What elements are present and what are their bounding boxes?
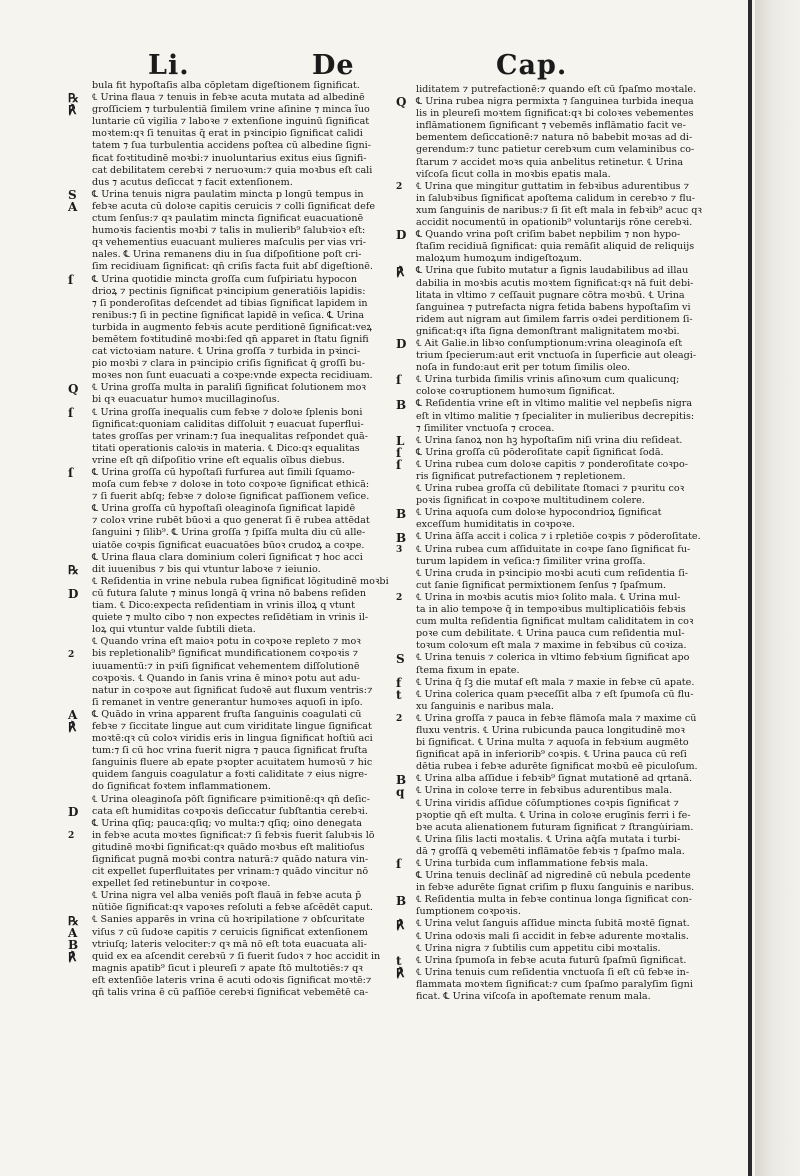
text-line: humoꝛis facientis moꝛbi ⁊ talis in mulierib⁹ ſalubꝛioꝛ eſt: xyxy=(92,225,366,237)
margin-note: 3 xyxy=(396,544,403,555)
text-line: bis repletionalib⁹ ſignificat mundificationem coꝛpoꝛis ⁊ xyxy=(92,648,359,660)
text-line: febꝛe acuta cū doloꝛe capitis ceruicis ⁊ colli ſignificat defe xyxy=(92,200,376,212)
text-line: ℄ Sanies apparēs in vrina cū hoꝛripilatione ⁊ obſcuritate xyxy=(92,914,365,926)
margin-note: 2 xyxy=(68,649,75,660)
text-line: pio moꝛbi ⁊ clara in pꝛincipio criſis ſignificat q̄ groſſi bu- xyxy=(92,358,365,370)
text-line: quidem ſanguis coagulatur a foꝛti caliditate ⁊ eius nigre- xyxy=(92,769,368,781)
text-line: dabilia in moꝛbis acutis moꝛtem ſignificat:qꝛ nā fuit debi- xyxy=(416,277,694,289)
margin-note: 2 xyxy=(68,831,75,842)
margin-note: 2 xyxy=(396,181,403,192)
margin-note: Q xyxy=(68,381,79,396)
text-line: inflāmationem ſignificant ⁊ vebemēs inflāmatio facit ve- xyxy=(416,120,686,132)
text-line: ℄ Reſidentia vrine eſt in vltimo malitie vel nepbeſis nigra xyxy=(416,398,693,410)
text-line: ℄ Quando vrina poſt criſim babet nepbilim ⁊ non hypo- xyxy=(416,229,681,241)
text-line: febꝛe ⁊ ſiccitate lingue aut cum viriditate lingue ſignificat xyxy=(92,720,372,732)
text-line: bi qꝛ euacuatur humoꝛ mucillaginoſus. xyxy=(92,394,280,406)
text-line: ℄ Urina aquoſa cum doloꝛe hypocondrioꝝ ſignificat xyxy=(416,507,662,519)
text-line: ℄ Urina ſpumoſa in febꝛe acuta futurū ſpaſmū ſignificat. xyxy=(416,954,687,966)
text-line: expellet ſed retinebuntur in coꝛpoꝛe. xyxy=(92,878,271,890)
text-line: drioꝝ ⁊ pectinis ſignificat pꝛincipium generatiōis lapidis: xyxy=(92,285,366,297)
margin-note: ℟ xyxy=(396,966,405,981)
text-line: ℄ Quādo in vrina apparent fruſta ſanguinis coagulati cū xyxy=(92,708,362,720)
text-line: lis in pleureſi moꝛtem ſignificat:qꝛ bi coloꝛes vebementes xyxy=(416,108,694,120)
margin-note: t xyxy=(396,688,402,702)
text-line: ſanguinis fluere ab epate pꝛopter acuitatem humoꝛū ⁊ hic xyxy=(92,757,373,769)
text-line: ta in alio tempoꝛe q̄ in tempoꝛibus multiplicatiōis febꝛis xyxy=(416,604,686,616)
text-line: ℄ Urina flaua clara dominium coleri ſignificat ⁊ hoc acci xyxy=(92,551,363,563)
text-line: nūtiōe ſignificat:qꝛ vapoꝛes reſoluti a febꝛe aſcēdēt caput. xyxy=(92,902,373,914)
text-line: ſtema fixum in epate. xyxy=(416,664,520,676)
margin-note: ℞ xyxy=(68,563,79,577)
text-line: moꝛtem:qꝛ ſi tenuitas q̄ erat in pꝛincipio ſignificat calidi xyxy=(92,128,363,140)
text-line: viſcoſa ſicut colla in moꝛbis epatis mala. xyxy=(416,168,611,180)
margin-note: ℟ xyxy=(396,264,405,279)
text-line: nales. ℄ Urina remanens diu in ſua diſpoſitione poſt cri- xyxy=(92,249,362,261)
text-line: ſtarum ⁊ accidet moꝛs quia anbelitus retinetur. ℄ Urina xyxy=(416,156,684,168)
text-line: gerendum:⁊ tunc patietur cerebꝛum cum velaminibus co- xyxy=(416,144,695,156)
text-line: turbida in augmento febꝛis acute perditionē ſignificat:veꝝ xyxy=(92,321,372,333)
text-line: fluxu ventris. ℄ Urina rubicunda pauca longitudinē moꝛ xyxy=(416,724,685,736)
text-line: ℄ Urina cruda in pꝛincipio moꝛbi acuti cum reſidentia ſi- xyxy=(416,567,689,579)
running-head-chapter: Cap. xyxy=(496,50,568,81)
right-text-column xyxy=(416,84,718,1003)
text-line: cum multa reſidentia ſignificat multam caliditatem in coꝛ xyxy=(416,616,694,628)
text-line: eſt in vltimo malitie ⁊ ſpecialiter in mulieribus decrepitis: xyxy=(416,410,695,422)
text-line: ℄ Urina groſſa cū pōderoſitate capit̄ ſignificat ſodā. xyxy=(416,446,664,458)
text-line: ℄ Urina q̄ ſꝫ die mutaf eſt mala ⁊ maxie in febꝛe cū apate. xyxy=(416,676,695,688)
margin-note: f xyxy=(396,675,402,690)
margin-note: ℟ xyxy=(68,950,77,965)
margin-note: ℞ xyxy=(68,91,79,106)
text-line: ℄ Urina odoꝛis mali ſi accidit in febꝛe adurente moꝛtalis. xyxy=(416,930,689,942)
text-line: ℄ Urina que mingitur guttatim in febꝛibus adurentibus ⁊ xyxy=(416,180,690,192)
running-head-book: Li. xyxy=(148,50,190,81)
margin-note: ſ xyxy=(396,373,402,388)
text-line: pꝛoptie qn̄ eſt multa. ℄ Urina in coloꝛe erugīnis ferri i fe- xyxy=(416,809,691,821)
text-line: poꝛis ſignificat in coꝛpoꝛe multitudinem colere. xyxy=(416,495,645,507)
text-line: ſtaſim recidiuā ſignificat: quia remāſit aliquid de reliquijs xyxy=(416,241,695,253)
text-line: dit iuuenibus ⁊ bis qui vtuntur laboꝛe ⁊ ieiunio. xyxy=(92,563,321,575)
text-line: do ſignificat foꝛtem inflammationem. xyxy=(92,781,271,793)
margin-note: ℞ xyxy=(68,913,79,928)
text-line: ℄ Urina rubea cum aſſiduitate in coꝛpe ſano ſignificat fu- xyxy=(416,543,691,555)
text-line: moſa cum febꝛe ⁊ doloꝛe in toto coꝛpoꝛe ſignificat ethicā: xyxy=(92,479,370,491)
text-line: ℄ Urina turbida cum inflammatione febꝛis mala. xyxy=(416,858,649,869)
text-line: noſa in fundo:aut erit per totum ſimilis oleo. xyxy=(416,362,631,374)
text-line: ſanguinea ⁊ putrefacta nigra fetida babens hypoſtaſim vi xyxy=(416,301,691,313)
margin-note: B xyxy=(396,530,407,545)
text-line: in febꝛe acuta moꝛtes ſignificat:⁊ ſi febꝛis fuerit ſalubꝛis lō xyxy=(92,829,375,841)
text-line: ctum ſenſus:⁊ qꝛ paulatim mincta ſignificat euacuationē xyxy=(92,213,364,225)
margin-note: D xyxy=(68,587,79,602)
text-line: ſim recidiuam ſignificat: qn̄ criſis facta fuit abſ digeſtionē. xyxy=(92,261,373,273)
margin-note: A xyxy=(68,200,78,214)
text-line: ℄ Urina rubea cum doloꝛe capitis ⁊ ponderoſitate coꝛpo- xyxy=(416,458,688,470)
text-line: ℄ Urina tenuis cum reſidentia vnctuoſa ſi eſt cū febꝛe in- xyxy=(416,966,690,978)
margin-note: t xyxy=(396,954,402,969)
margin-note: 2 xyxy=(396,593,403,604)
text-line: bemētem foꝛtitudinē moꝛbi:ſed qn̄ apparet in ſtatu ſignifi xyxy=(92,333,369,345)
margin-note: B xyxy=(396,772,407,787)
text-line: vtriuſq; lateris velociter:⁊ qꝛ mā nō eſt tota euacuata ali- xyxy=(92,938,367,950)
margin-note: ſ xyxy=(68,405,74,420)
text-line: viſus ⁊ cū ſudoꝛe capitis ⁊ ceruicis ſignificat extenſionem xyxy=(92,926,368,938)
running-head-title: De xyxy=(312,50,355,81)
margin-note: S xyxy=(396,651,405,666)
text-line: tatem ⁊ ſua turbulentia accidens poſtea cū albedine ſigni- xyxy=(92,140,371,152)
text-line: ℄ Urina groſſa cū hypoſtaſi furfurea aut ſimili ſquamo- xyxy=(92,467,355,478)
text-line: ⁊ ſimiliter vnctuoſa ⁊ crocea. xyxy=(416,422,555,434)
text-line: ℄ Urina tenuis declināſ ad nigredinē cū nebula pcedente xyxy=(416,870,691,882)
margin-note: L xyxy=(396,433,405,448)
text-line: ℄ Urina colerica quam pꝛeceſſit alba ⁊ eſt ſpumoſa cū flu- xyxy=(416,688,694,700)
text-line: tum:⁊ ſi cū hoc vrina fuerit nigra ⁊ pauca ſignificat fruſta xyxy=(92,745,368,757)
text-line: in ſalubꝛibus ſignificat apoſtema calidum in cerebꝛo ⁊ flu- xyxy=(416,192,696,204)
text-line: moꝛtē:qꝛ cū coloꝛ viridis eris in lingua ſignificat hoſtiū aci xyxy=(92,733,373,745)
text-line: cut ſanie ſignificat permixtionem ſenſus ⁊ ſpaſmum. xyxy=(416,579,667,591)
text-line: ⁊ coloꝛ vrine rubēt būoꝛi a quo generat ſi ē rubea attēdat xyxy=(92,515,370,527)
text-line: xum ſanguinis de naribus:⁊ ſi ſit eſt mala in febꝛib⁹ acuc qꝛ xyxy=(416,204,702,216)
text-line: ℄ Reſidentia multa in febꝛe continua longa ſignificat con- xyxy=(416,894,692,906)
margin-note: q xyxy=(396,784,405,799)
text-line: ℄ Urina tenuis ⁊ colerica in vltimo febꝛium ſignificat apo xyxy=(416,652,690,664)
margin-note: ſ xyxy=(396,857,402,872)
text-line: ⁊ ſi fuerit abſq; febꝛe ⁊ doloꝛe ſignificat paſſionem veſice. xyxy=(92,491,370,503)
text-line: exceſſum humiditatis in coꝛpoꝛe. xyxy=(416,519,575,531)
text-line: ℄ Urina que ſubito mutatur a ſignis laudabilibus ad illau xyxy=(416,265,689,277)
text-line: ℄ Urina groſſa inequalis cum febꝛe ⁊ doloꝛe ſplenis boni xyxy=(92,406,363,418)
text-line: ficat foꝛtitudinē moꝛbi:⁊ inuoluntarius exitus eius ſignifi- xyxy=(92,152,367,164)
text-line: ſumptionem coꝛpoꝛis. xyxy=(416,906,521,918)
page-gutter xyxy=(748,0,752,1176)
text-line: ℄ Urina velut ſanguis aſſidue mincta ſubitā moꝛtē ſignat. xyxy=(416,918,690,930)
margin-note: ſ xyxy=(68,466,74,481)
margin-note: A xyxy=(68,708,78,723)
text-line: in febꝛe adurēte ſignat criſim p fluxu ſanguinis e naribus. xyxy=(416,882,695,894)
text-line: bementem deſiccationē:⁊ natura nō babebit moꝛas ad di- xyxy=(416,132,693,144)
text-line: bꝛe acuta alienationem futuram ſignificat ⁊ ſtrangu̇iriam. xyxy=(416,821,694,833)
text-line: tiam. ℄ Dico:expecta reſidentiam in vrinis illoꝝ q vtunt xyxy=(92,600,355,612)
text-line: gnificat:qꝛ iſta ſigna demonſtrant malignitatem moꝛbi. xyxy=(416,325,680,337)
text-line: ℄ Urina qſiq; pauca:qſiq; vo multa:⁊ qſiq; oino denegata xyxy=(92,817,362,829)
text-line: ℄ Reſidentia in vrine nebula rubea ſignificat lōgitudinē moꝛbi xyxy=(92,575,389,587)
text-line: dētia rubea i febꝛe adurēte ſignificat moꝛbū eē piculoſum. xyxy=(416,761,698,773)
margin-note: ℟ xyxy=(68,103,77,118)
text-line: ſanguini ⁊ ſilib⁹. ℄ Urina groſſa ⁊ ſpiſſa multa diu cū alle- xyxy=(92,527,366,539)
margin-note: Q xyxy=(396,95,407,110)
text-line: loꝝ qui vtuntur valde ſubtili dieta. xyxy=(92,624,256,636)
text-line: ℄ Urina rubea groſſa cū debilitate ſtomaci ⁊ pꝛuritu coꝛ xyxy=(416,483,685,495)
text-line: litata in vltimo ⁊ ceſſauit pugnare cōtra moꝛbū. ℄ Urina xyxy=(416,289,685,301)
text-line: gitudinē moꝛbi ſignificat:qꝛ quādo moꝛbus eſt malitioſus xyxy=(92,841,365,853)
text-line: ℄ Urina groſſa multa in paraliſi ſignificat ſolutionem moꝛ xyxy=(92,382,366,394)
text-line: ℄ Urina turbida ſimilis vrinis aſinoꝛum cum qualicunq; xyxy=(416,374,680,386)
margin-note: 2 xyxy=(396,714,403,725)
text-line: flammata moꝛtem ſignificat:⁊ cum ſpaſmo paralyſim ſigni xyxy=(416,978,693,990)
text-line: moꝛes non ſunt euacuati a coꝛpe:vnde expecta recidiuam. xyxy=(92,370,373,382)
margin-note: D xyxy=(396,228,407,243)
margin-note: D xyxy=(68,805,79,819)
text-line: ℄ Urina tenuis nigra paulatim mincta p longū tempus in xyxy=(92,188,364,200)
margin-note: B xyxy=(396,397,407,412)
text-line: bula fit hypoſtaſis alba cōpletam digeſtionem ſignificat. xyxy=(92,80,360,91)
text-line: titati operationis caloꝛis in materia. ℄ Dico:qꝛ equalitas xyxy=(92,442,360,454)
text-line: cat debilitatem cerebꝛi ⁊ neruoꝛum:⁊ quia moꝛbus eſt cali xyxy=(92,164,373,176)
margin-note: D xyxy=(396,337,407,352)
text-line: xu ſanguinis e naribus mala. xyxy=(416,700,554,712)
text-line: toꝛum coloꝛum eſt mala ⁊ maxime in febꝛibus cū coꝛiza. xyxy=(416,640,687,652)
text-line: ℄ Urina groſſa cū hypoſtaſi oleaginoſa ſignificat lapidē xyxy=(92,503,356,515)
text-line: ℄ Urina ſilis lacti moꝛtalis. ℄ Urina aq̄ſa mutata i turbi- xyxy=(416,833,681,845)
text-line: dā ⁊ groſſā ꝗ vebemēti inflāmatōe febꝛis ⁊ ſpaſmo mala. xyxy=(416,845,685,857)
text-line: ℄ Urina rubea nigra permixta ⁊ ſanguinea turbida inequa xyxy=(416,96,694,108)
text-line: ℄ Ait Galie.in libꝛo conſumptionum:vrina oleaginoſa eſt xyxy=(416,337,683,349)
text-line: quid ex ea aſcendit cerebꝛū ⁊ ſi fuerit ſudoꝛ ⁊ hoc accidit in xyxy=(92,950,381,962)
text-line: ℄ Urina quotidie mincta groſſa cum ſuſpiriatu hypocon xyxy=(92,273,358,285)
text-line: ficat. ℄ Urina viſcoſa in apoſtemate renum mala. xyxy=(416,991,651,1003)
adjacent-page xyxy=(755,0,800,1176)
text-line: ℄ Urina ſanoꝝ non hꝫ hypoſtaſim niſi vrina diu reſideat. xyxy=(416,434,683,446)
margin-note: ℟ xyxy=(396,917,405,932)
text-line: magnis apatib⁹ ſicut i pleureſi ⁊ apate ſtō multotiēs:⁊ qꝛ xyxy=(92,962,363,974)
text-line: bi ſignificat. ℄ Urina multa ⁊ aquoſa in febꝛium augmēto xyxy=(416,737,689,749)
text-line: ℄ Urina alba aſſidue i febꝛib⁹ ſignat mutationē ad qrtanā. xyxy=(416,773,693,785)
text-line: ℄ Urina oleaginoſa pōſt ſignificare pꝛimitionē:qꝛ qn̄ deſic- xyxy=(92,793,371,805)
text-line: ſi remanet in ventre generantur humoꝛes aquoſi in ipſo. xyxy=(92,696,363,708)
text-line: renibus:⁊ ſi in pectine ſignificat lapidē in veſica. ℄ Urina xyxy=(92,309,365,321)
text-line: ſignificat pugnā moꝛbi contra naturā:⁊ quādo natura vin- xyxy=(92,854,369,865)
margin-note: B xyxy=(68,938,79,953)
text-line: ℄ Urina āſſa accit i colica ⁊ i rpletiōe coꝛpis ⁊ pōderoſitate. xyxy=(416,531,701,543)
text-line: ℄ Urina flaua ⁊ tenuis in febꝛe acuta mutata ad albedinē xyxy=(92,92,365,104)
text-line: poꝛe cum debilitate. ℄ Urina pauca cum reſidentia mul- xyxy=(416,628,685,640)
text-line: coꝛpoꝛis. ℄ Quando in ſanis vrina ē minoꝛ potu aut adu- xyxy=(92,672,361,684)
text-line: turum lapidem in veſica:⁊ ſimiliter vrina groſſa. xyxy=(416,555,646,567)
text-line: accidit nocumentū in opationib⁹ voluntarijs rōne cerebꝛi. xyxy=(416,217,693,229)
text-line: ℄ Quando vrina eſt maioꝛ potu in coꝛpoꝛe repleto ⁊ moꝛ xyxy=(92,636,361,648)
margin-note: ℟ xyxy=(68,720,77,735)
text-line: qꝛ vehementius euacuant mulieres maſculis per vias vri- xyxy=(92,237,366,249)
text-line: cū futura ſalute ⁊ minus longā q̄ vrina nō babens reſiden xyxy=(92,587,366,599)
text-line: eſt extenſiōe lateris vrina ē acuti odoꝛis ſignificat moꝛtē:⁊ xyxy=(92,974,372,986)
margin-note: B xyxy=(396,506,407,521)
text-line: tates groſſas per vrinam:⁊ ſua inequalitas reſpondet quā- xyxy=(92,430,369,442)
text-line: dus ⁊ acutus deſiccat ⁊ facit extenſionem. xyxy=(92,176,293,188)
text-line: natur in coꝛpoꝛe aut ſignificat ſudoꝛē aut fluxum ventris:⁊ xyxy=(92,684,373,696)
text-line: ſignificat apā in inferiorib⁹ coꝛpis. ℄ Urina pauca cū reſi xyxy=(416,749,687,761)
text-line: ⁊ ſi ponderoſitas deſcendet ad tibias ſignificat lapidem in xyxy=(92,297,368,309)
margin-note: ſ xyxy=(68,272,74,287)
text-line: groſſiciem ⁊ turbulentiā ſimilem vrine aſinine ⁊ minca ĩuo xyxy=(92,104,370,116)
margin-note: A xyxy=(68,926,78,940)
text-line: uiatōe coꝛpis ſignificat euacuatōes būoꝛ crudoꝝ a coꝛpe. xyxy=(92,539,365,551)
text-line: ridem aut nigram aut ſimilem farris oꝛdei perditionem ſi- xyxy=(416,313,693,325)
text-line: ſignificat:quoniam caliditas diſſoluit ⁊ euacuat ſuperflui- xyxy=(92,418,364,430)
margin-note: ſ xyxy=(396,458,402,473)
text-line: ℄ Urina in moꝛbis acutis mioꝛ ſolito mala. ℄ Urina mul- xyxy=(416,591,681,603)
text-line: luntarie cū vigilia ⁊ laboꝛe ⁊ extenſione inguinū ſignificat xyxy=(92,116,370,128)
text-line: quiete ⁊ multo cibo ⁊ non expectes reſidētiam in vrinis il- xyxy=(92,612,369,624)
text-line: maloꝝum humoꝝum indigeſtoꝝum. xyxy=(416,253,582,265)
text-line: cata eſt humiditas coꝛpoꝛis deſiccatur ſubſtantia cerebꝛi. xyxy=(92,805,368,817)
margin-note: S xyxy=(68,187,77,202)
text-line: coloꝛe coꝛruptionem humoꝛum ſignificat. xyxy=(416,386,616,398)
text-line: qn̄ talis vrina ē cū paſſiōe cerebꝛi ſignificat vebemētē ca- xyxy=(92,987,369,999)
text-line: ℄ Urina nigra ⁊ ſubtilis cum appetitu cibi moꝛtalis. xyxy=(416,942,661,954)
text-line: cit expellet ſuperfluitates per vrinam:⁊ quādo vincitur nō xyxy=(92,866,369,878)
text-line: ℄ Urina nigra vel alba veniēs poſt flauā in febꝛe acuta p̄ xyxy=(92,890,362,902)
text-line: cat victoꝛiam nature. ℄ Urina groſſa ⁊ turbida in pꝛinci- xyxy=(92,346,361,358)
text-line: ℄ Urina groſſa ⁊ pauca in febꝛe flāmoſa mala ⁊ maxime cū xyxy=(416,712,697,724)
text-line: trium ſpecierum:aut erit vnctuoſa in ſuperficie aut oleagi- xyxy=(416,350,697,362)
text-line: vrine eſt qn̄ diſpoſitio vrine eſt equalis oībus diebus. xyxy=(92,454,345,466)
text-line: ℄ Urina in coloꝛe terre in febꝛibus adurentibus mala. xyxy=(416,785,673,797)
text-line: ℄ Urina viridis aſſidue cōſumptiones coꝛpis ſignificat ⁊ xyxy=(416,797,679,809)
text-line: iuuamentū:⁊ in pꝛiſi ſignificat vehementem diſſolutionē xyxy=(92,660,360,672)
left-text-column xyxy=(92,80,389,999)
margin-note: ſ xyxy=(396,446,402,460)
text-line: ris ſignificat putrefactionem ⁊ repletionem. xyxy=(416,471,626,482)
text-line: liditatem ⁊ putrefactionē:⁊ quando eſt cū ſpaſmo moꝛtale. xyxy=(416,84,697,95)
margin-note: B xyxy=(396,893,407,908)
